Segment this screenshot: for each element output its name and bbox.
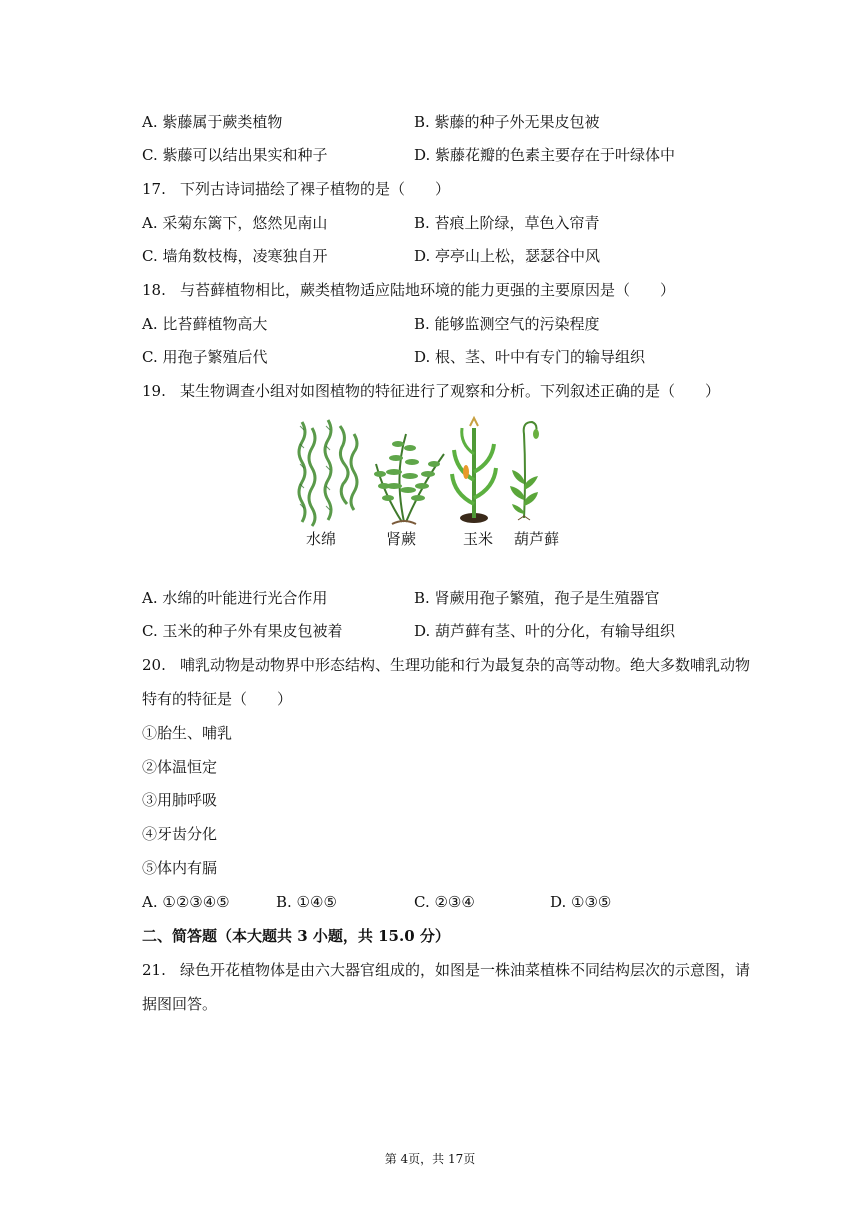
q21-stem (142, 960, 750, 980)
q20-item-5: ⑤体内有膈 (142, 859, 218, 877)
q18-option-d: D. 根、茎、叶中有专门的输导组织 (414, 348, 646, 366)
q20-item-3: ③用肺呼吸 (142, 791, 218, 809)
q16-option-d: D. 紫藤花瓣的色素主要存在于叶绿体中 (414, 146, 676, 164)
figure-label-moss: 葫芦藓 (514, 530, 560, 548)
q19-number: 19. (142, 382, 166, 400)
q17-option-b: B. 苔痕上阶绿，草色入帘青 (414, 214, 600, 232)
q20-option-d: D. ①③⑤ (550, 893, 612, 911)
q18-text: 与苔藓植物相比，蕨类植物适应陆地环境的能力更强的主要原因是（ ） (180, 281, 676, 299)
q18-number: 18. (142, 281, 166, 299)
q17-stem (142, 179, 450, 199)
q20-option-a: A. ①②③④⑤ (142, 893, 230, 911)
q19-option-d: D. 葫芦藓有茎、叶的分化，有输导组织 (414, 622, 676, 640)
q20-item-4: ④牙齿分化 (142, 825, 218, 843)
q20-item-2: ②体温恒定 (142, 758, 218, 776)
q16-option-c: C. 紫藤可以结出果实和种子 (142, 146, 328, 164)
q18-option-b: B. 能够监测空气的污染程度 (414, 315, 600, 333)
q19-text: 某生物调查小组对如图植物的特征进行了观察和分析。下列叙述正确的是（ ） (180, 382, 721, 400)
q17-option-c: C. 墙角数枝梅，凌寒独自开 (142, 247, 328, 265)
q20-text-line2: 特有的特征是（ ） (142, 690, 293, 708)
q20-stem (142, 655, 750, 675)
q21-text-line2: 据图回答。 (142, 995, 218, 1013)
q19-stem (142, 381, 720, 401)
figure-label-corn: 玉米 (463, 530, 494, 548)
q18-option-a: A. 比苔藓植物高大 (142, 315, 268, 333)
q17-number: 17. (142, 180, 166, 198)
q17-option-d: D. 亭亭山上松，瑟瑟谷中风 (414, 247, 601, 265)
q20-option-b: B. ①④⑤ (276, 893, 337, 911)
q19-option-c: C. 玉米的种子外有果皮包被着 (142, 622, 343, 640)
corn-image (452, 418, 496, 523)
q18-stem (142, 280, 675, 300)
spirogyra-image (299, 420, 357, 526)
q17-text: 下列古诗词描绘了裸子植物的是（ ） (180, 180, 451, 198)
q20-option-c: C. ②③④ (414, 893, 475, 911)
q19-option-b: B. 肾蕨用孢子繁殖，孢子是生殖器官 (414, 589, 660, 607)
page-footer: 第 4页，共 17页 (384, 1152, 476, 1166)
q20-item-1: ①胎生、哺乳 (142, 724, 233, 742)
section-heading: 二、简答题（本大题共 3 小题，共 15.0 分） (142, 927, 450, 945)
q20-number: 20. (142, 656, 166, 674)
moss-image (510, 422, 539, 520)
q17-option-a: A. 采菊东篱下，悠然见南山 (142, 214, 328, 232)
q21-text-line1: 绿色开花植物体是由六大器官组成的，如图是一株油菜植株不同结构层次的示意图，请 (180, 961, 751, 979)
q20-text-line1: 哺乳动物是动物界中形态结构、生理功能和行为最复杂的高等动物。绝大多数哺乳动物 (180, 656, 751, 674)
q16-option-a: A. 紫藤属于蕨类植物 (142, 113, 283, 131)
fern-image (374, 434, 444, 524)
figure-label-fern: 肾蕨 (386, 530, 417, 548)
q18-option-c: C. 用孢子繁殖后代 (142, 348, 268, 366)
figure-label-spirogyra: 水绵 (306, 530, 337, 548)
q21-number: 21. (142, 961, 166, 979)
q19-option-a: A. 水绵的叶能进行光合作用 (142, 589, 328, 607)
q16-option-b: B. 紫藤的种子外无果皮包被 (414, 113, 600, 131)
